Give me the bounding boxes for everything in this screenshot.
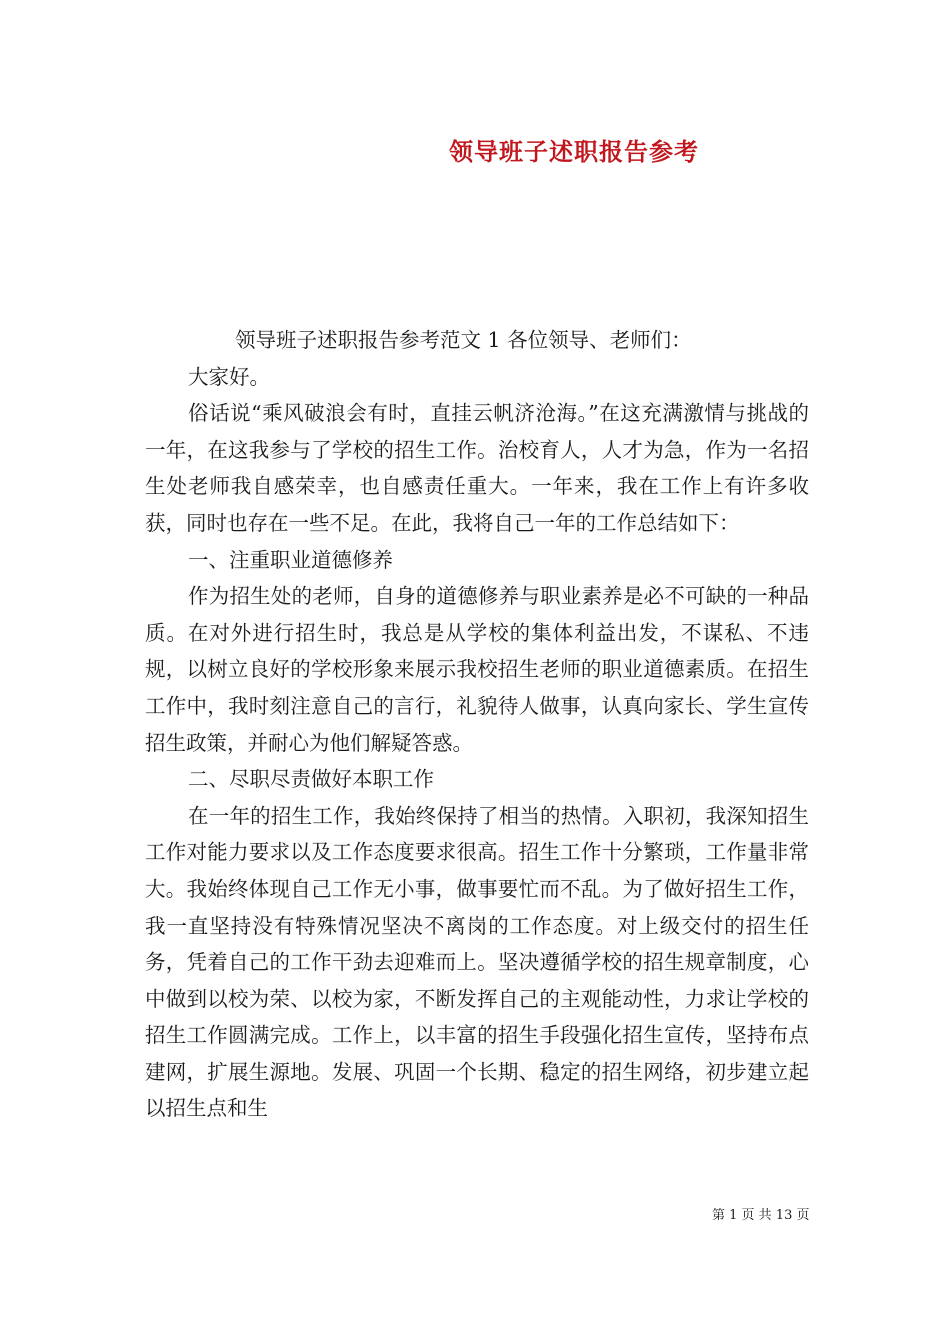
opening-line: 领导班子述职报告参考范文 1 各位领导、老师们： (235, 328, 692, 352)
document-title: 领导班子述职报告参考 (449, 137, 699, 166)
section-heading: 二、尽职尽责做好本职工作 (188, 767, 435, 792)
document-body (145, 322, 809, 1127)
section-heading: 一、注重职业道德修养 (188, 547, 394, 572)
greeting-paragraph: 大家好。 (188, 364, 271, 389)
body-paragraph: 俗话说“乘风破浪会有时，直挂云帆济沧海。”在这充满激情与挑战的一年，在这我参与了学校的招生工作。治校育人，人才为急，作为一名招生处老师我自感荣幸，也自感责任重大。一年来，我在工作上有许多收获，同时也存在一些不足。在此，我将自己一年的工作总结如下： (145, 401, 809, 535)
body-paragraph: 作为招生处的老师，自身的道德修养与职业素养是必不可缺的一种品质。在对外进行招生时，我总是从学校的集体利益出发，不谋私、不违规，以树立良好的学校形象来展示我校招生老师的职业道德素质。在招生工作中，我时刻注意自己的言行，礼貌待人做事，认真向家长、学生宣传招生政策，并耐心为他们解疑答惑。 (145, 584, 809, 755)
page-number: 第 1 页 共 13 页 (712, 1208, 810, 1223)
body-paragraph: 在一年的招生工作，我始终保持了相当的热情。入职初，我深知招生工作对能力要求以及工作态度要求很高。招生工作十分繁琐，工作量非常大。我始终体现自己工作无小事，做事要忙而不乱。为了做好招生工作，我一直坚持没有特殊情况坚决不离岗的工作态度。对上级交付的招生任务，凭着自己的工作干劲去迎难而上。坚决遵循学校的招生规章制度，心中做到以校为荣、以校为家，不断发挥自己的主观能动性，力求让学校的招生工作圆满完成。工作上，以丰富的招生手段强化招生宣传，坚持布点建网，扩展生源地。发展、巩固一个长期、稳定的招生网络，初步建立起以招生点和生 (145, 803, 809, 1121)
